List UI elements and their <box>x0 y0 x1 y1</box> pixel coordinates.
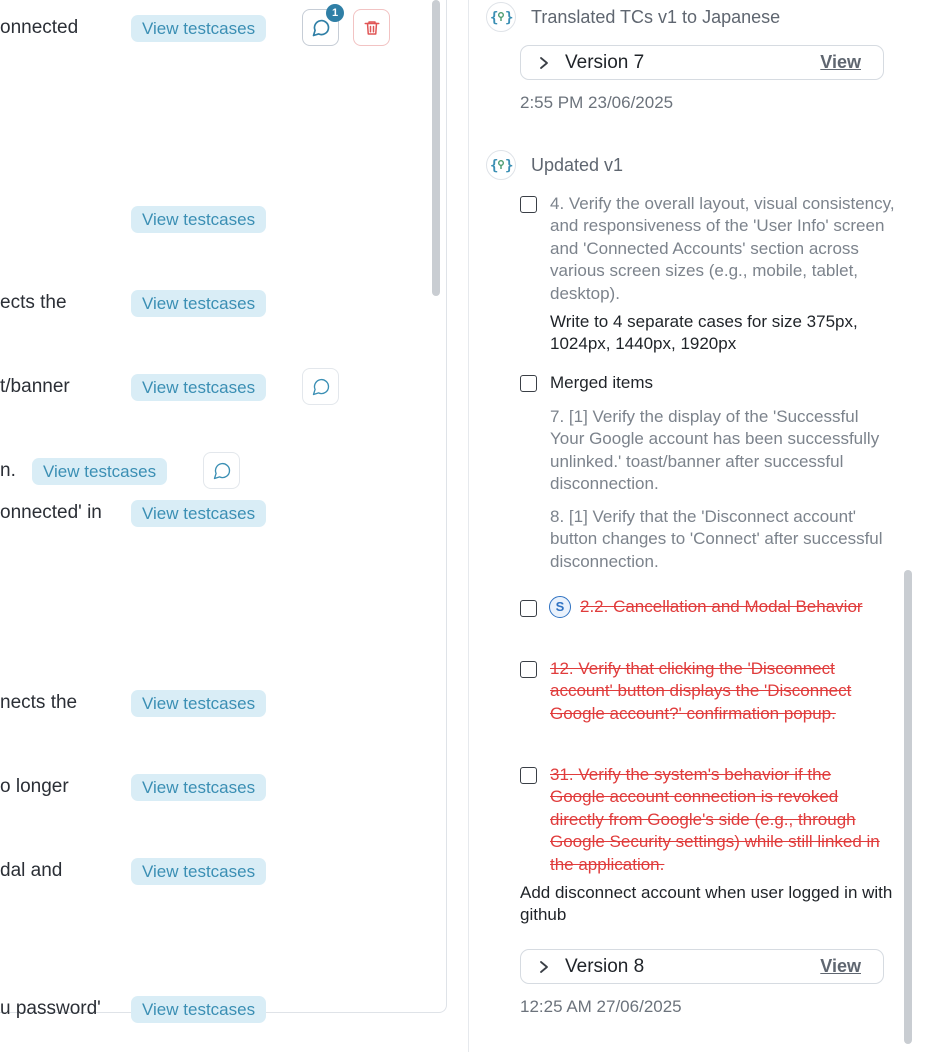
view-testcases-button[interactable]: View testcases <box>131 206 266 233</box>
list-item <box>0 994 430 1024</box>
view-testcases-button[interactable]: View testcases <box>131 690 266 717</box>
testcase-list-panel <box>0 0 447 1019</box>
view-testcases-button[interactable]: View testcases <box>131 774 266 801</box>
view-testcases-button[interactable]: View testcases <box>131 374 266 401</box>
list-item <box>0 204 430 234</box>
removed-section-text: 2.2. Cancellation and Modal Behavior <box>580 597 863 616</box>
code-braces-icon <box>490 157 512 173</box>
svg-text:{: { <box>490 158 499 174</box>
chevron-right-icon <box>537 960 551 974</box>
history-note: Add disconnect account when user logged in with github <box>520 883 893 925</box>
list-item <box>0 456 430 486</box>
list-item <box>0 7 430 43</box>
delete-button[interactable] <box>353 9 390 46</box>
item-title: t/banner <box>0 376 70 397</box>
list-item <box>0 772 430 802</box>
code-braces-icon <box>490 9 512 25</box>
list-item <box>0 856 430 886</box>
history-entry-icon <box>486 2 516 32</box>
view-testcases-button[interactable]: View testcases <box>131 996 266 1023</box>
item-note: Write to 4 separate cases for size 375px, 1024px, 1440px, 1920px <box>550 312 858 354</box>
history-scrollbar[interactable] <box>904 570 914 1046</box>
history-timestamp: 2:55 PM 23/06/2025 <box>520 93 674 112</box>
view-testcases-button[interactable]: View testcases <box>131 500 266 527</box>
item-title: onnected' in <box>0 502 102 523</box>
chevron-right-icon <box>537 56 551 70</box>
removed-item-text: 31. Verify the system's behavior if the Google account connection is revoked directly from Google's side (e.g., through Google Security settings) while still linked in the application. <box>550 765 880 874</box>
item-checkbox[interactable] <box>520 600 537 617</box>
removed-item-text: 12. Verify that clicking the 'Disconnect account' button displays the 'Disconnect Google account?' confirmation popup. <box>550 659 852 723</box>
item-checkbox[interactable] <box>520 196 537 213</box>
list-item <box>0 372 430 402</box>
list-item <box>0 498 430 528</box>
list-scrollbar[interactable] <box>432 0 442 300</box>
svg-text:}: } <box>505 158 514 174</box>
comment-icon <box>311 377 331 397</box>
comment-button[interactable] <box>302 9 339 46</box>
item-title: u password' <box>0 998 101 1019</box>
history-panel <box>470 0 930 1052</box>
view-version-link[interactable]: View <box>820 52 861 72</box>
item-title: onnected <box>0 17 79 38</box>
view-testcases-button[interactable]: View testcases <box>32 458 167 485</box>
item-title: o longer <box>0 776 69 797</box>
view-testcases-button[interactable]: View testcases <box>131 858 266 885</box>
merged-item-text: 8. [1] Verify that the 'Disconnect account' button changes to 'Connect' after successful disconnection. <box>550 507 883 571</box>
view-testcases-button[interactable]: View testcases <box>131 290 266 317</box>
history-entry-title: Updated v1 <box>531 154 624 175</box>
comment-count-badge: 1 <box>326 4 344 22</box>
section-badge: S <box>549 596 571 618</box>
version-label: Version 7 <box>565 51 645 73</box>
comment-icon <box>311 18 331 38</box>
svg-text:}: } <box>505 10 514 26</box>
merged-items-label: Merged items <box>550 373 653 392</box>
history-scrollbar-thumb[interactable] <box>904 570 912 1044</box>
version-card[interactable] <box>520 949 884 984</box>
comment-button[interactable] <box>302 368 339 405</box>
item-title: dal and <box>0 860 63 881</box>
view-version-link[interactable]: View <box>820 956 861 976</box>
history-entry-title: Translated TCs v1 to Japanese <box>531 6 781 27</box>
list-item <box>0 288 430 318</box>
comment-button[interactable] <box>203 452 240 489</box>
item-title: nects the <box>0 692 78 713</box>
version-label: Version 8 <box>565 955 645 977</box>
svg-text:{: { <box>490 10 499 26</box>
history-timestamp: 12:25 AM 27/06/2025 <box>520 997 682 1016</box>
list-scrollbar-thumb[interactable] <box>432 0 440 296</box>
history-entry-header <box>486 150 623 180</box>
history-entry-icon <box>486 150 516 180</box>
item-title: ects the <box>0 292 67 313</box>
list-item <box>0 688 430 718</box>
comment-icon <box>212 461 232 481</box>
item-checkbox[interactable] <box>520 661 537 678</box>
version-card[interactable] <box>520 45 884 80</box>
changed-item-text: 4. Verify the overall layout, visual consistency, and responsiveness of the 'User Info' screen and 'Connected Accounts' section across various screen sizes (e.g., mobile, tablet, desktop). <box>550 194 895 303</box>
merged-item-text: 7. [1] Verify the display of the 'Successful Your Google account has been successfully unlinked.' toast/banner after successful disconnection. <box>550 407 880 494</box>
item-checkbox[interactable] <box>520 767 537 784</box>
item-title: n. <box>0 460 16 481</box>
trash-icon <box>363 19 381 37</box>
history-entry-header <box>486 2 780 32</box>
item-checkbox[interactable] <box>520 375 537 392</box>
view-testcases-button[interactable]: View testcases <box>131 15 266 42</box>
panel-divider <box>468 0 469 1052</box>
